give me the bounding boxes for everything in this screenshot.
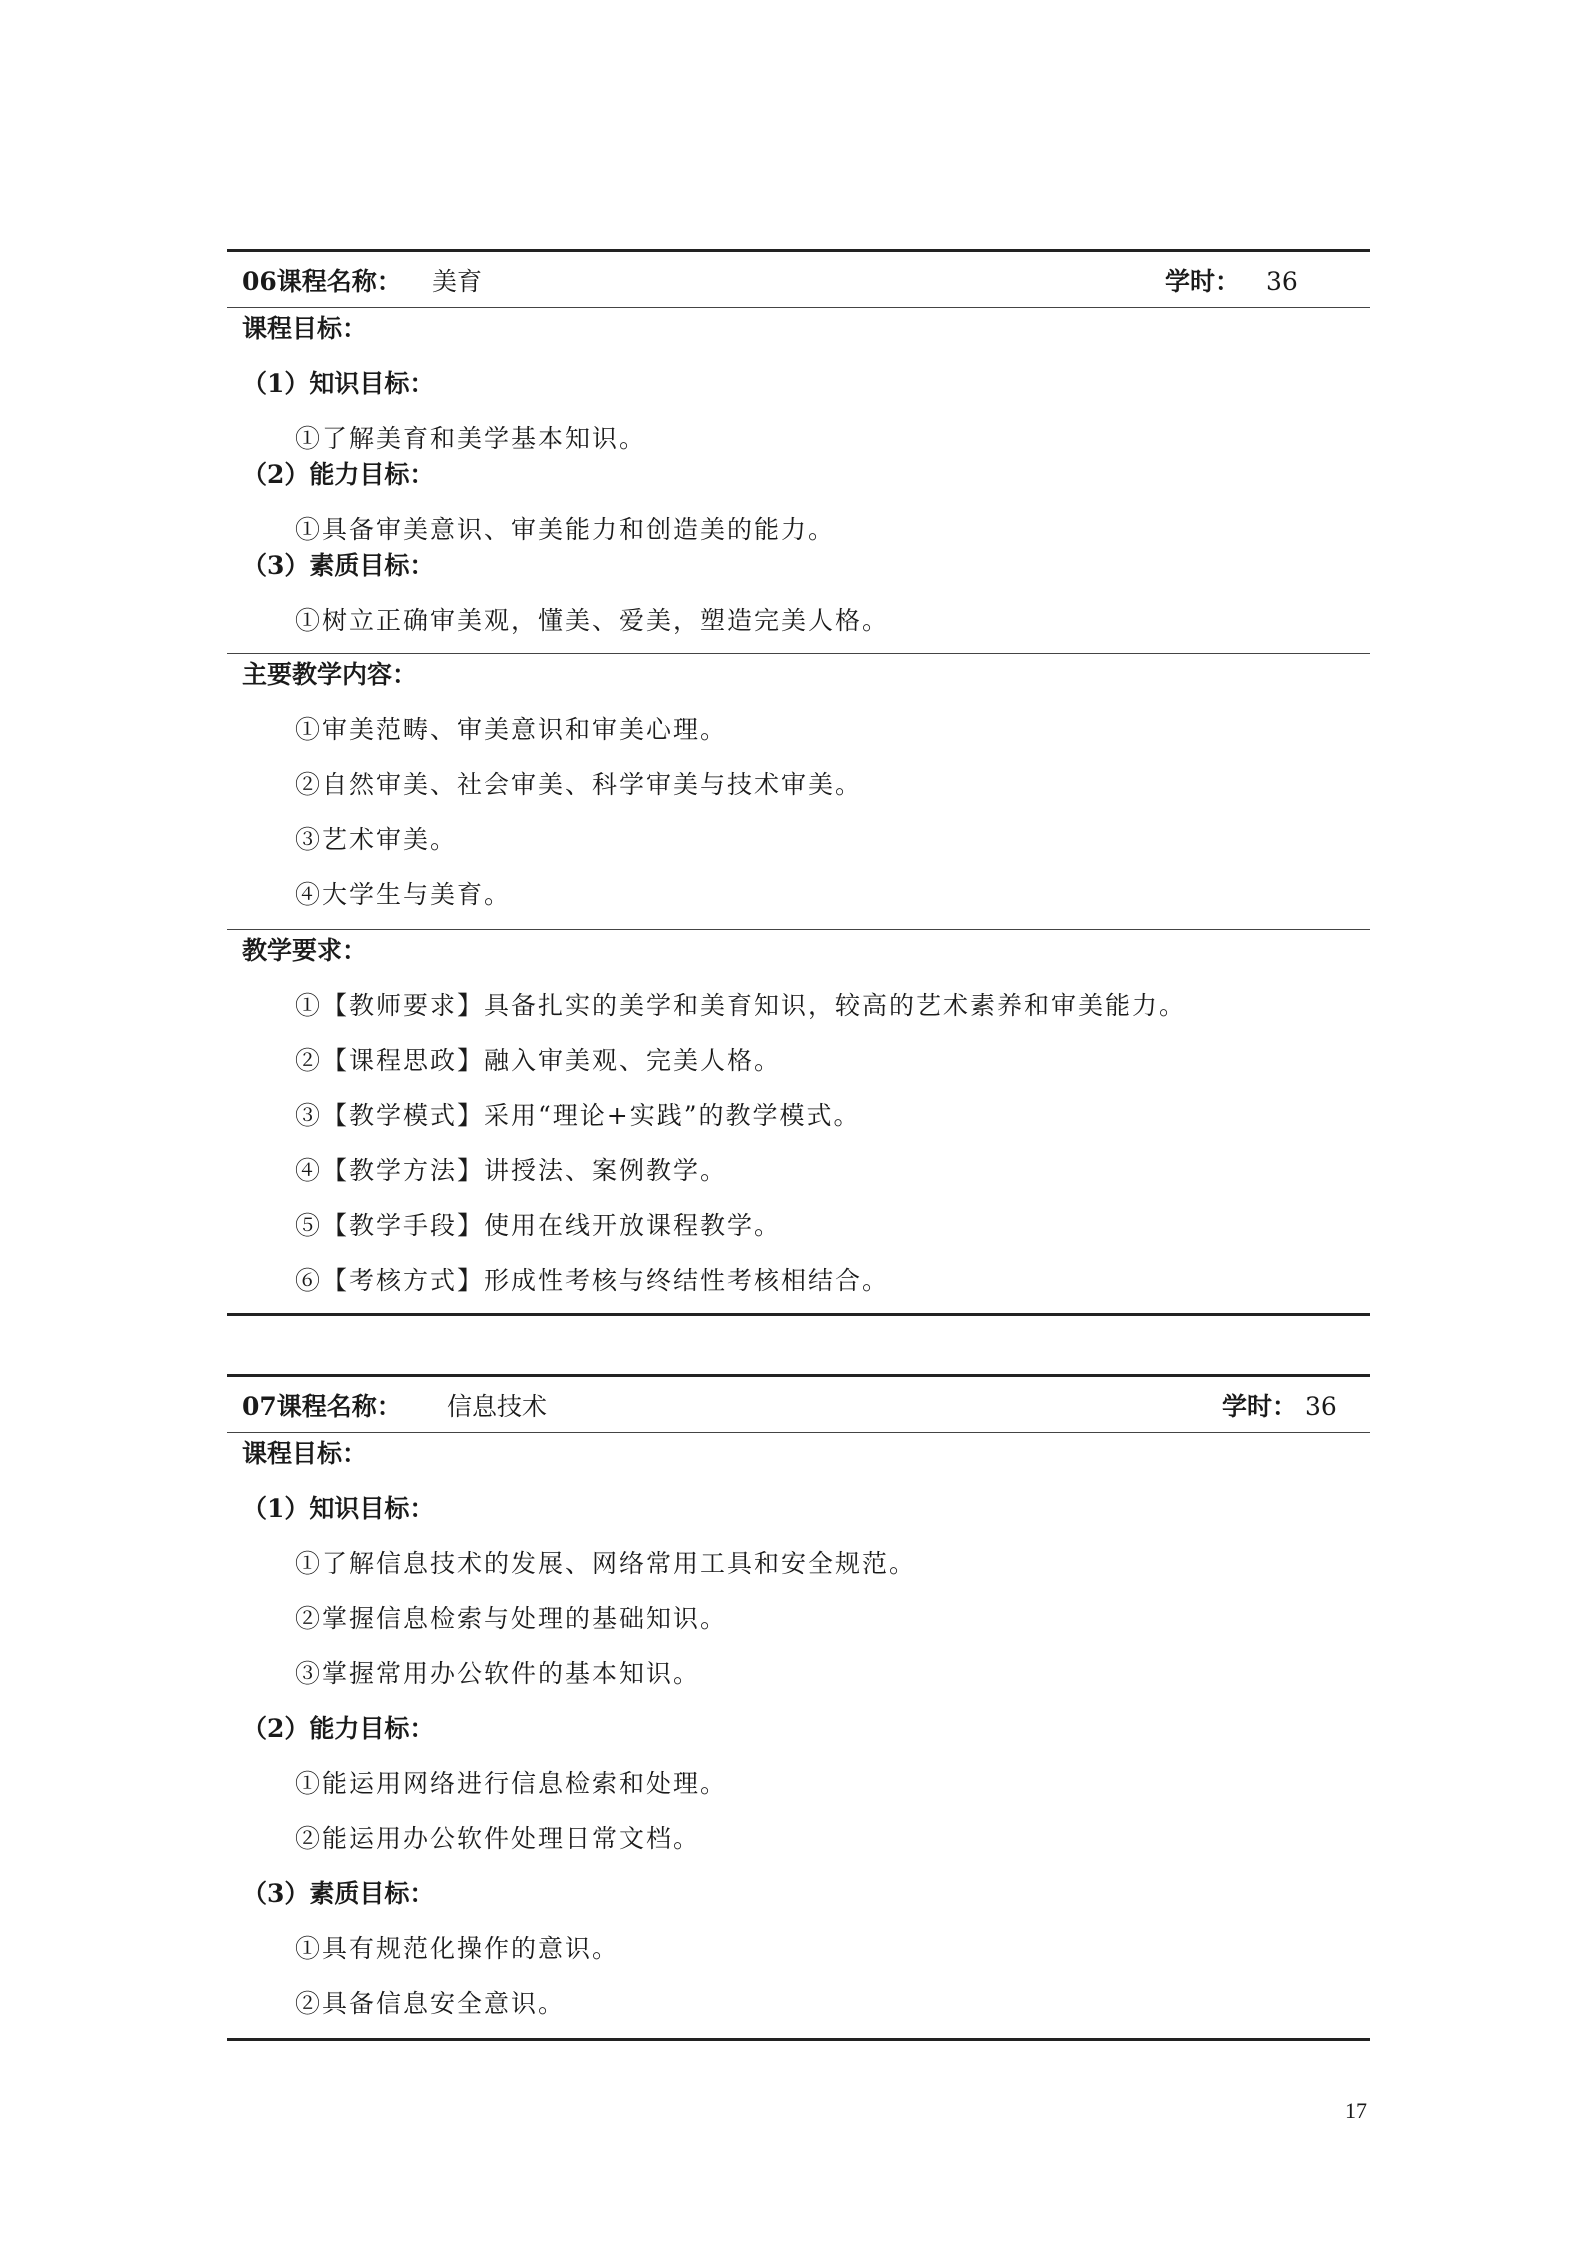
goals-title: 课程目标： bbox=[242, 314, 368, 343]
list-item: ①能运用网络进行信息检索和处理。 bbox=[295, 1769, 728, 1798]
course-name-label: 06课程名称： bbox=[242, 267, 402, 296]
course-block-07 bbox=[227, 1374, 1370, 2041]
course-name-value: 美育 bbox=[432, 267, 483, 296]
list-item: ③艺术审美。 bbox=[295, 825, 458, 854]
knowledge-title: （1）知识目标： bbox=[242, 369, 435, 398]
hours-label: 学时： bbox=[1165, 267, 1241, 296]
content-title: 主要教学内容： bbox=[242, 660, 418, 689]
goals-section bbox=[227, 308, 1370, 654]
hours-value: 36 bbox=[1304, 1392, 1337, 1421]
list-item: ①审美范畴、审美意识和审美心理。 bbox=[295, 715, 728, 744]
hours-value: 36 bbox=[1265, 267, 1298, 296]
content-section bbox=[227, 654, 1370, 930]
quality-title: （3）素质目标： bbox=[242, 551, 435, 580]
knowledge-title: （1）知识目标： bbox=[242, 1494, 435, 1523]
list-item: ①了解美育和美学基本知识。 bbox=[295, 424, 647, 453]
ability-title: （2）能力目标： bbox=[242, 1714, 435, 1743]
list-item: ②自然审美、社会审美、科学审美与技术审美。 bbox=[295, 770, 863, 799]
list-item: ③掌握常用办公软件的基本知识。 bbox=[295, 1659, 701, 1688]
course-header bbox=[227, 1374, 1370, 1433]
hours-label: 学时： bbox=[1222, 1392, 1298, 1421]
list-item: ①【教师要求】具备扎实的美学和美育知识，较高的艺术素养和审美能力。 bbox=[295, 991, 1187, 1020]
list-item: ⑤【教学手段】使用在线开放课程教学。 bbox=[295, 1211, 782, 1240]
list-item: ⑥【考核方式】形成性考核与终结性考核相结合。 bbox=[295, 1266, 890, 1295]
goals-section bbox=[227, 1433, 1370, 2041]
list-item: ②能运用办公软件处理日常文档。 bbox=[295, 1824, 701, 1853]
quality-title: （3）素质目标： bbox=[242, 1879, 435, 1908]
course-block-06 bbox=[227, 249, 1370, 1316]
list-item: ④大学生与美育。 bbox=[295, 880, 512, 909]
list-item: ②掌握信息检索与处理的基础知识。 bbox=[295, 1604, 728, 1633]
list-item: ③【教学模式】采用“理论+实践”的教学模式。 bbox=[295, 1101, 861, 1130]
course-header bbox=[227, 249, 1370, 308]
goals-title: 课程目标： bbox=[242, 1439, 368, 1468]
list-item: ①具备审美意识、审美能力和创造美的能力。 bbox=[295, 515, 836, 544]
course-hours bbox=[1165, 262, 1298, 298]
requirements-section bbox=[227, 930, 1370, 1316]
list-item: ④【教学方法】讲授法、案例教学。 bbox=[295, 1156, 728, 1185]
page-number: 17 bbox=[1345, 2098, 1367, 2123]
ability-title: （2）能力目标： bbox=[242, 460, 435, 489]
course-name-value: 信息技术 bbox=[447, 1392, 548, 1421]
requirements-title: 教学要求： bbox=[242, 936, 368, 965]
list-item: ①树立正确审美观，懂美、爱美，塑造完美人格。 bbox=[295, 606, 890, 635]
list-item: ①具有规范化操作的意识。 bbox=[295, 1934, 620, 1963]
course-name-label: 07课程名称： bbox=[242, 1392, 402, 1421]
list-item: ②【课程思政】融入审美观、完美人格。 bbox=[295, 1046, 782, 1075]
list-item: ①了解信息技术的发展、网络常用工具和安全规范。 bbox=[295, 1549, 917, 1578]
course-hours bbox=[1222, 1387, 1337, 1423]
list-item: ②具备信息安全意识。 bbox=[295, 1989, 566, 2018]
